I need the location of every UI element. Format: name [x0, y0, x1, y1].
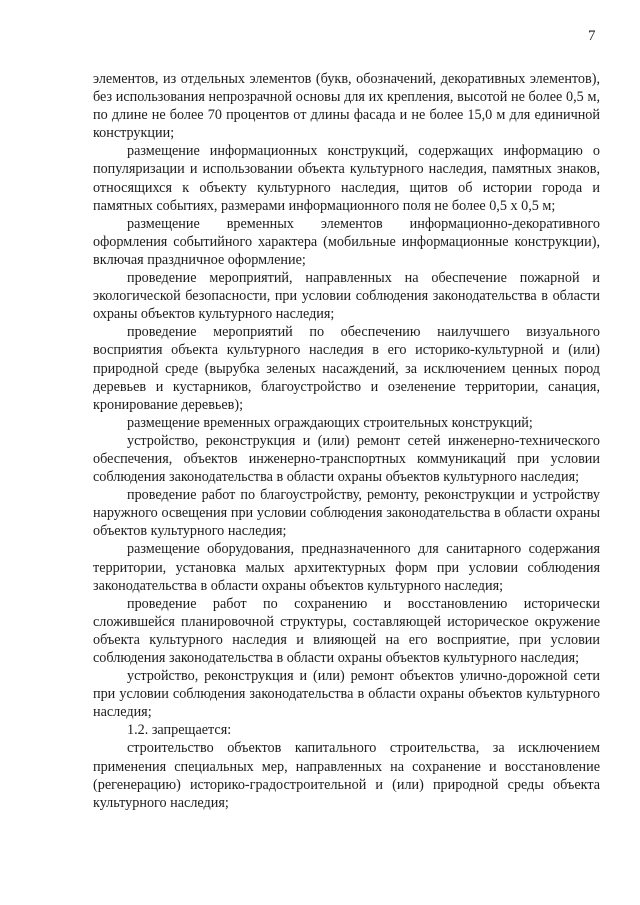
paragraph-temporary-decor: размещение временных элементов информационно-декоративного оформления событийного характера (мобильные информационные конструкции), включая праздничное оформление; — [93, 215, 600, 268]
page-number: 7 — [588, 28, 596, 44]
paragraph-improvement-lighting: проведение работ по благоустройству, ремонту, реконструкции и устройству наружного освещения при условии соблюдения законодательства в области охраны объектов культурного наследия; — [93, 487, 600, 540]
paragraph-engineering-networks: устройство, реконструкция и (или) ремонт сетей инженерно-технического обеспечения, объектов инженерно-транспортных коммуникаций при условии соблюдения законодательства в области охраны объектов культурного наследия; — [93, 432, 600, 486]
paragraph-planning-structure: проведение работ по сохранению и восстановлению исторически сложившейся планировочной структуры, составляющей историческое окружение объекта культурного наследия и влияющей на его восприятие, при условии соблюдения законодательства в области охраны объектов культурного наследия; — [93, 595, 600, 666]
paragraph-temporary-fencing: размещение временных ограждающих строительных конструкций; — [127, 414, 533, 431]
paragraph-fire-ecology-safety: проведение мероприятий, направленных на обеспечение пожарной и экологической безопасности, при условии соблюдения законодательства в области охраны объектов культурного наследия; — [93, 270, 600, 323]
paragraph-facade-elements: элементов, из отдельных элементов (букв, обозначений, декоративных элементов), без использования непрозрачной основы для их крепления, высотой не более 0,5 м, по длине не более 70 процентов от длины фасада и не более 15,0 м для единичной конструкции; — [93, 71, 600, 142]
paragraph-info-constructions: размещение информационных конструкций, содержащих информацию о популяризации и использовании объекта культурного наследия, памятных знаков, относящихся к объекту культурного наследия, щитов об истории города и памятных событиях, размерами информационного поля не более 0,5 х 0,5 м; — [93, 143, 600, 214]
paragraph-sanitary-equipment: размещение оборудования, предназначенного для санитарного содержания территории, установка малых архитектурных форм при условии соблюдения законодательства в области охраны объектов культурного наследия; — [93, 541, 600, 594]
paragraph-capital-construction: строительство объектов капитального строительства, за исключением применения специальных мер, направленных на сохранение и восстановление (регенерацию) историко-градостроительной и (или) природной среды объекта культурного наследия; — [93, 740, 600, 811]
section-heading-prohibited: 1.2. запрещается: — [127, 722, 232, 739]
paragraph-road-network: устройство, реконструкция и (или) ремонт объектов улично-дорожной сети при условии соблюдения законодательства в области охраны объектов культурного наследия; — [93, 668, 600, 721]
paragraph-visual-perception: проведение мероприятий по обеспечению наилучшего визуального восприятия объекта культурного наследия в его историко-культурной и (или) природной среде (вырубка зеленых насаждений, за исключением ценных пород деревьев и кустарников, благоустройство и озеленение территории, санация, кронирование деревьев); — [93, 324, 600, 413]
document-body — [93, 70, 600, 812]
